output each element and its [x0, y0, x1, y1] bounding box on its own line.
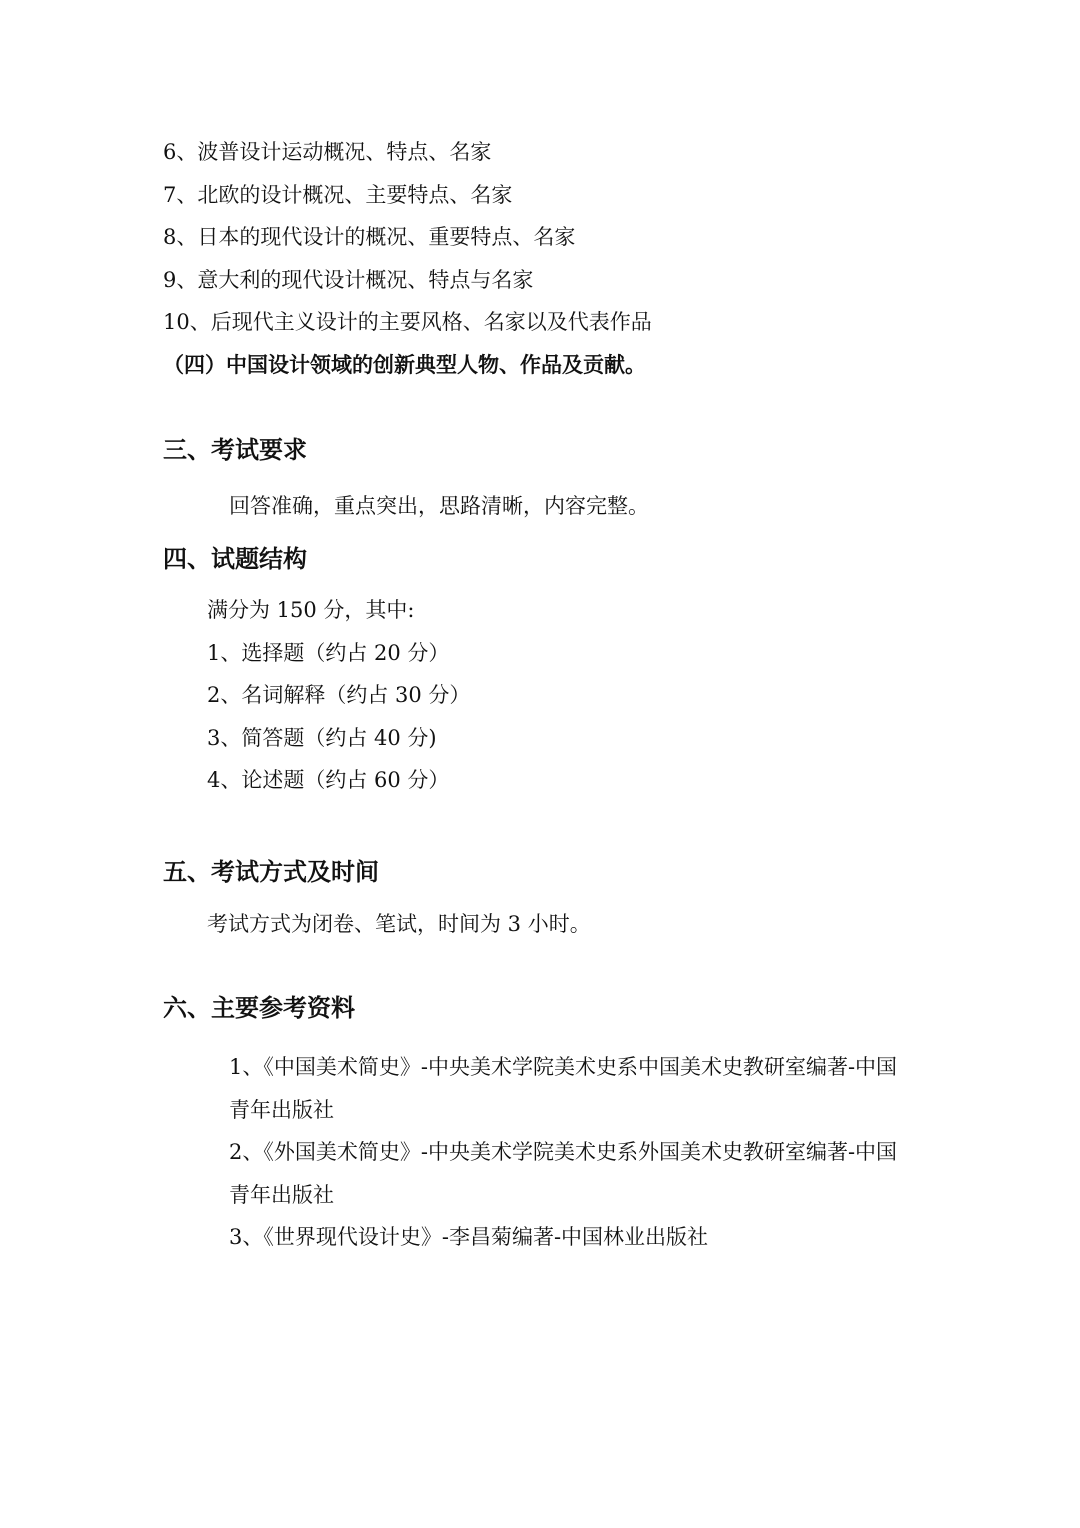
section-4-item: 4、论述题（约占 60 分） [207, 768, 450, 792]
reference-line: 2、《外国美术简史》-中央美术学院美术史系外国美术史教研室编著-中国 [229, 1140, 898, 1164]
section-4-heading: 四、试题结构 [163, 545, 307, 573]
reference-line: 3、《世界现代设计史》-李昌菊编著-中国林业出版社 [229, 1225, 709, 1249]
section-3-body: 回答准确，重点突出，思路清晰，内容完整。 [229, 494, 649, 518]
outline-item-6: 6、波普设计运动概况、特点、名家 [163, 140, 492, 164]
outline-item-10: 10、后现代主义设计的主要风格、名家以及代表作品 [163, 310, 652, 334]
section-4-item: 3、简答题（约占 40 分) [207, 726, 437, 750]
outline-item-7: 7、北欧的设计概况、主要特点、名家 [163, 183, 513, 207]
section-5-heading: 五、考试方式及时间 [163, 858, 379, 886]
reference-line: 青年出版社 [229, 1098, 334, 1122]
reference-line: 1、《中国美术简史》-中央美术学院美术史系中国美术史教研室编著-中国 [229, 1055, 898, 1079]
outline-item-8: 8、日本的现代设计的概况、重要特点、名家 [163, 225, 576, 249]
outline-item-9: 9、意大利的现代设计概况、特点与名家 [163, 268, 534, 292]
reference-line: 青年出版社 [229, 1183, 334, 1207]
section-6-heading: 六、主要参考资料 [163, 994, 355, 1022]
section-4-intro: 满分为 150 分，其中: [207, 598, 415, 622]
section-4-item: 2、名词解释（约占 30 分） [207, 683, 471, 707]
section-5-body: 考试方式为闭卷、笔试，时间为 3 小时。 [207, 912, 591, 936]
section-3-heading: 三、考试要求 [163, 436, 307, 464]
section-4-item: 1、选择题（约占 20 分） [207, 641, 450, 665]
subsection-four-heading: （四）中国设计领域的创新典型人物、作品及贡献。 [163, 353, 646, 377]
